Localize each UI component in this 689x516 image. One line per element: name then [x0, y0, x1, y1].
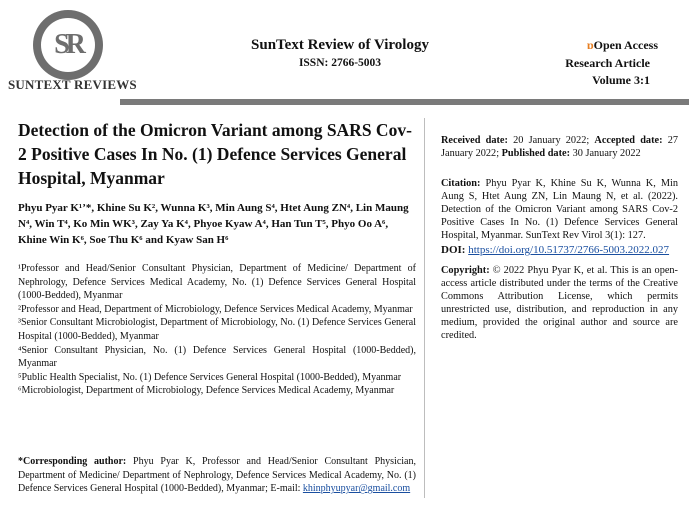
- article-title: Detection of the Omicron Variant among SARS Cov-2 Positive Cases In No. (1) Defence Services General Hospital, Myanmar: [18, 120, 412, 188]
- dates: [441, 134, 678, 160]
- column-divider: [424, 118, 425, 498]
- logo-mark: SR: [54, 29, 82, 60]
- affiliation: ³Senior Consultant Microbiologist, Department of Microbiology, No. (1) Defence Services General Hospital (1000-Bedded), Myanmar: [18, 317, 416, 342]
- issn: ISSN: 2766-5003: [298, 57, 382, 69]
- corresponding-text: Phyu Pyar K, Professor and Head/Senior Consultant Physician, Department of Medicine/ Department of Nephrology, Defence Services Medical Academy, No. (1) Defence Services General Hospital (1000-Bedded), Myanmar; E-mail:: [18, 456, 416, 495]
- copyright-label: Copyright:: [441, 265, 490, 276]
- journal-title: SunText Review of Virology: [251, 37, 429, 53]
- open-access: [548, 38, 658, 53]
- header-bar: [120, 99, 689, 105]
- corresponding-author: [18, 455, 416, 496]
- published-date: 30 January 2022: [570, 148, 641, 159]
- affiliation: ⁶Microbiologist, Department of Microbiology, Defence Services Medical Academy, Myanmar: [18, 385, 395, 397]
- copyright: [441, 264, 678, 342]
- received-date: 20 January 2022;: [507, 135, 595, 146]
- received-label: Received date:: [441, 135, 508, 146]
- citation-label: Citation:: [441, 178, 481, 189]
- affiliation: ²Professor and Head, Department of Microbiology, Defence Services Medical Academy, Myanmar: [18, 303, 413, 315]
- citation: [441, 177, 678, 242]
- affiliation: ⁵Public Health Specialist, No. (1) Defence Services General Hospital (1000-Bedded), Myanmar: [18, 371, 402, 383]
- affiliation: ⁴Senior Consultant Physician, No. (1) Defence Services General Hospital (1000-Bedded), Myanmar: [18, 344, 416, 370]
- affiliations: [18, 262, 416, 398]
- copyright-text: © 2022 Phyu Pyar K, et al. This is an open-access article distributed under the terms of the Creative Commons Attribution License, which permits unrestricted use, distribution, and reproduction in any medium, provided the original author and source are credited.: [441, 265, 678, 341]
- email-link[interactable]: khinphyupyar@gmail.com: [302, 483, 411, 495]
- doi-link[interactable]: https://doi.org/10.51737/2766-5003.2022.027: [468, 244, 670, 256]
- author-list: Phyu Pyar K¹ʼ*, Khine Su K², Wunna K³, Min Aung S⁴, Htet Aung ZN⁴, Lin Maung N⁴, Win T⁴, Ko Min WK³, Zay Ya K⁴, Phyoe Kyaw A⁴, Han Tun T⁵, Phyo Oo A⁶, Khine Win K⁶, Soe Thu K⁶ and Kyaw San H⁶: [18, 202, 409, 246]
- open-access-label: Open Access: [593, 38, 658, 52]
- volume: Volume 3:1: [592, 73, 650, 87]
- article-type: Research Article: [565, 56, 650, 70]
- accepted-label: Accepted date:: [594, 135, 663, 146]
- citation-text: Phyu Pyar K, Khine Su K, Wunna K, Min Aung S, Htet Aung ZN, Lin Maung N, et al. (2022). Detection of the Omicron Variant among SARS Cov-2 Positive Cases In No. (1) Defence Services General Hospital, Myanmar. SunText Rev Virol 3(1): 127.: [441, 178, 678, 241]
- accepted-date: 27 January 2022;: [441, 135, 678, 159]
- doi: [441, 244, 678, 257]
- brand-name: SUNTEXT REVIEWS: [8, 77, 137, 92]
- corresponding-label: *Corresponding author:: [18, 456, 127, 467]
- open-lock-icon: ɒ: [586, 38, 594, 52]
- doi-label: DOI:: [441, 244, 466, 256]
- published-label: Published date:: [501, 148, 570, 159]
- affiliation: ¹Professor and Head/Senior Consultant Physician, Department of Medicine/ Department of Nephrology, Defence Services Medical Academy, No. (1) Defence Services General Hospital (1000-Bedded), Myanmar: [18, 263, 416, 302]
